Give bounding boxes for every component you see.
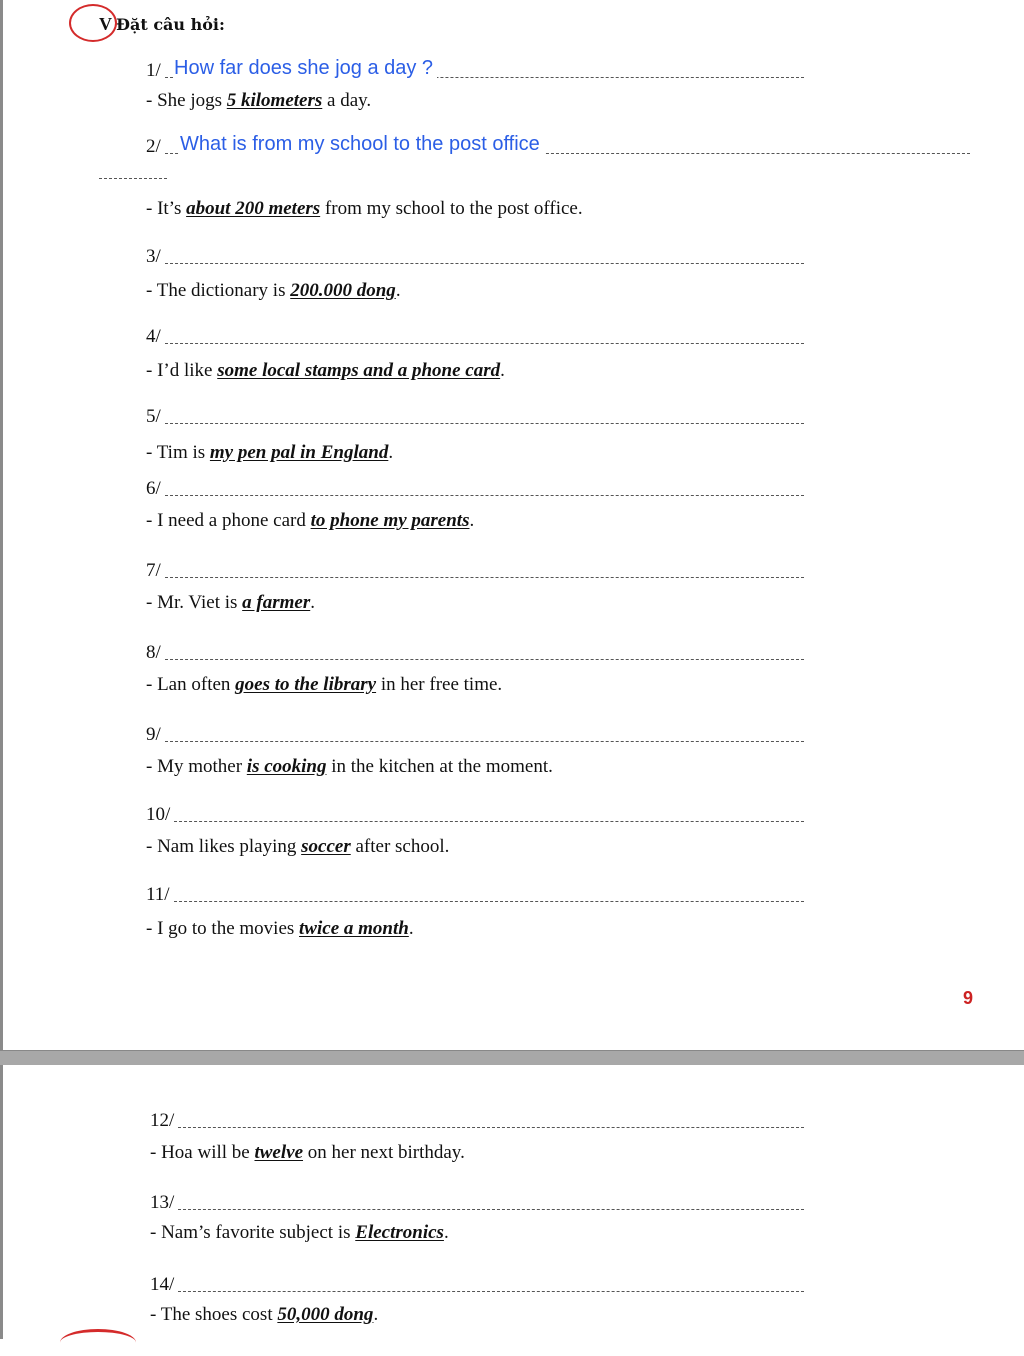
answer-sentence xyxy=(146,674,502,696)
question-number: 4/ xyxy=(146,326,161,347)
answer-blank xyxy=(178,1126,804,1128)
sentence-text: . xyxy=(408,918,414,939)
answer-blank xyxy=(165,658,804,660)
question-number: 13/ xyxy=(150,1192,175,1213)
answer-sentence xyxy=(146,510,474,532)
answer-blank xyxy=(165,494,804,496)
sentence-text: . xyxy=(310,592,315,613)
underlined-phrase: 50,000 dong xyxy=(277,1304,374,1325)
sentence-text: - Nam likes playing xyxy=(146,836,302,857)
sentence-text: - Hoa will be xyxy=(150,1142,255,1163)
answer-sentence xyxy=(146,918,414,940)
underlined-phrase: twice a month xyxy=(299,918,409,939)
underlined-phrase: soccer xyxy=(301,836,351,857)
question-line xyxy=(146,132,970,158)
answer-sentence xyxy=(150,1304,378,1326)
question-number: 11/ xyxy=(146,884,170,905)
question-line xyxy=(146,880,804,906)
underlined-phrase: to phone my parents xyxy=(310,510,470,531)
underlined-phrase: goes to the library xyxy=(235,674,377,695)
question-number: 1/ xyxy=(146,60,161,81)
handwritten-answer: What is from my school to the post office xyxy=(180,133,544,156)
sentence-text: . xyxy=(388,442,394,463)
question-line xyxy=(150,1106,804,1132)
underlined-phrase: is cooking xyxy=(246,756,327,777)
answer-blank xyxy=(174,820,804,822)
sentence-text: a day. xyxy=(322,90,372,111)
sentence-text: - Mr. Viet is xyxy=(146,592,243,613)
question-line xyxy=(150,1270,804,1296)
question-number: 7/ xyxy=(146,560,161,581)
handwritten-answer: How far does she jog a day ? xyxy=(174,57,437,80)
question-number: 8/ xyxy=(146,642,161,663)
question-number: 6/ xyxy=(146,478,161,499)
question-line xyxy=(146,638,804,664)
question-line xyxy=(146,720,804,746)
question-line xyxy=(146,800,804,826)
sentence-text: - Lan often xyxy=(146,674,236,695)
answer-sentence xyxy=(150,1142,465,1164)
answer-sentence xyxy=(146,280,401,302)
question-line xyxy=(146,56,804,82)
page-separator xyxy=(0,1050,1024,1066)
sentence-text: . xyxy=(469,510,475,531)
answer-sentence xyxy=(146,592,315,614)
answer-blank xyxy=(174,900,804,902)
answer-sentence xyxy=(146,836,449,858)
sentence-text: - I need a phone card xyxy=(146,510,311,531)
underlined-phrase: a farmer xyxy=(242,592,311,613)
question-line xyxy=(146,322,804,348)
sentence-text: - The shoes cost xyxy=(150,1304,278,1325)
sentence-text: - Nam’s favorite subject is xyxy=(150,1222,356,1243)
sentence-text: after school. xyxy=(350,836,450,857)
answer-blank xyxy=(178,1290,804,1292)
sentence-text: - Tim is xyxy=(146,442,210,463)
answer-blank xyxy=(165,740,804,742)
sentence-text: - She jogs xyxy=(146,90,227,111)
page-number: 9 xyxy=(963,988,974,1008)
underlined-phrase: Electronics xyxy=(355,1222,444,1243)
question-line xyxy=(146,242,804,268)
underlined-phrase: 200.000 dong xyxy=(290,280,396,301)
underlined-phrase: my pen pal in England xyxy=(209,442,389,463)
underlined-phrase: 5 kilometers xyxy=(226,90,323,111)
answer-sentence xyxy=(146,442,393,464)
question-line xyxy=(150,1188,804,1214)
answer-blank xyxy=(165,576,804,578)
answer-blank xyxy=(165,422,804,424)
sentence-text: . xyxy=(500,360,505,381)
sentence-text: from my school to the post office. xyxy=(320,198,583,219)
sentence-text: . xyxy=(395,280,401,301)
section-header xyxy=(71,6,225,42)
sentence-text: . xyxy=(373,1304,379,1325)
question-number: 3/ xyxy=(146,246,161,267)
underlined-phrase: twelve xyxy=(254,1142,304,1163)
section-title: Đặt câu hỏi: xyxy=(116,14,225,34)
question-number: 12/ xyxy=(150,1110,175,1131)
sentence-text: . xyxy=(443,1222,449,1243)
answer-blank xyxy=(165,262,804,264)
answer-sentence xyxy=(146,198,583,220)
sentence-text: - My mother xyxy=(146,756,247,777)
continuation-dots xyxy=(99,178,167,179)
answer-sentence xyxy=(146,90,371,112)
sentence-text: in her free time. xyxy=(376,674,503,695)
section-number: V xyxy=(99,13,112,34)
underlined-phrase: about 200 meters xyxy=(186,198,321,219)
sentence-text: - I go to the movies xyxy=(146,918,300,939)
question-number: 2/ xyxy=(146,136,161,157)
answer-blank xyxy=(165,342,804,344)
answer-sentence xyxy=(146,360,505,382)
sentence-text: - It’s xyxy=(146,198,187,219)
question-number: 5/ xyxy=(146,406,161,427)
question-line xyxy=(146,402,804,428)
question-number: 9/ xyxy=(146,724,161,745)
sentence-text: - The dictionary is xyxy=(146,280,291,301)
answer-sentence xyxy=(150,1222,449,1244)
sentence-text: - I’d like xyxy=(146,360,218,381)
question-line xyxy=(146,556,804,582)
sentence-text: in the kitchen at the moment. xyxy=(326,756,553,777)
underlined-phrase: some local stamps and a phone card xyxy=(217,360,501,381)
red-circle-mark-partial xyxy=(60,1329,136,1356)
answer-blank xyxy=(178,1208,804,1210)
answer-sentence xyxy=(146,756,553,778)
question-number: 14/ xyxy=(150,1274,175,1295)
question-number: 10/ xyxy=(146,804,171,825)
sentence-text: on her next birthday. xyxy=(303,1142,465,1163)
question-line xyxy=(146,474,804,500)
